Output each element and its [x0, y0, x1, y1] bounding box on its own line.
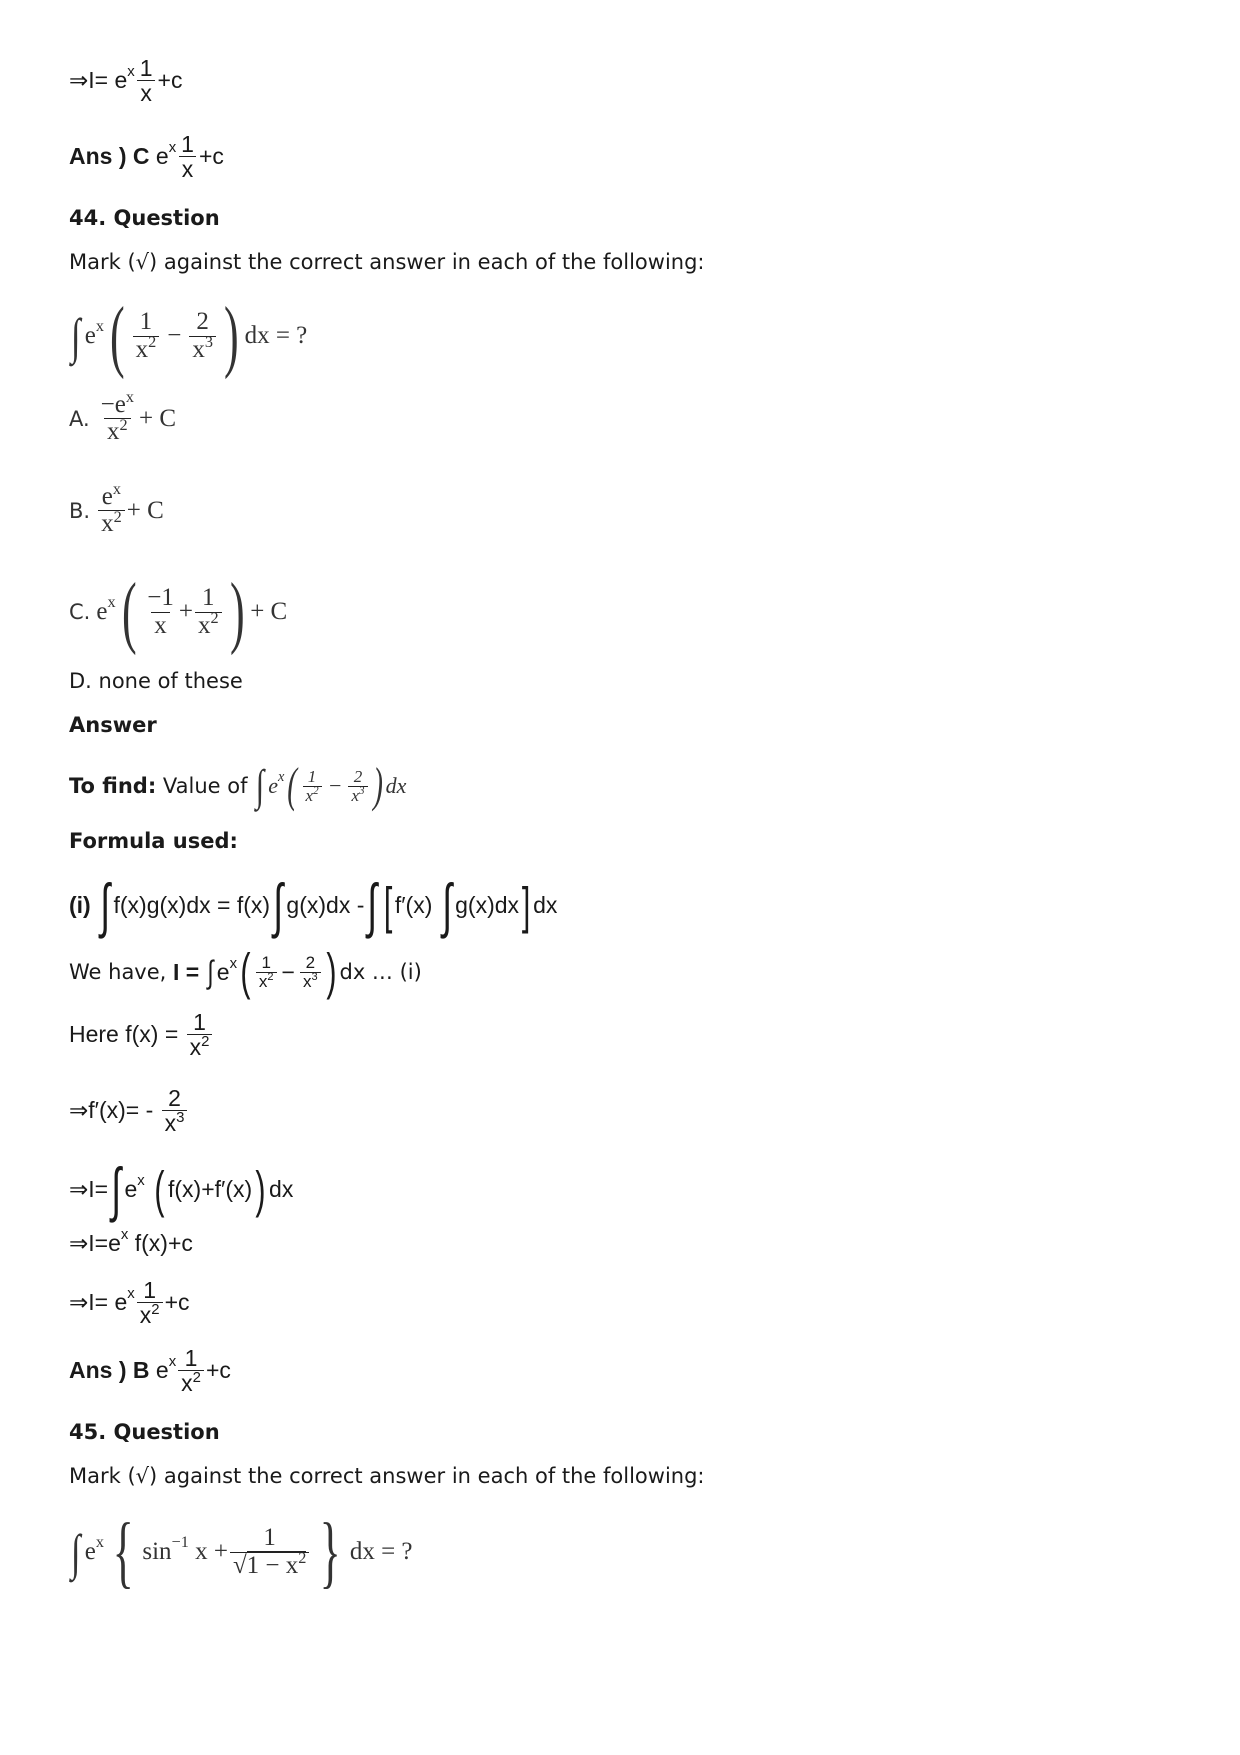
- exponent: x: [168, 1353, 177, 1371]
- we-have-integral: [206, 943, 340, 1000]
- to-find-integral: [254, 759, 407, 812]
- numerator: 1: [263, 1524, 276, 1552]
- numerator: 2: [353, 766, 363, 786]
- denominator-exponent: 2: [201, 1033, 210, 1051]
- left-paren: (: [109, 292, 125, 380]
- fprime-line: [69, 1086, 189, 1135]
- fraction-1: [133, 309, 160, 363]
- fraction-1: [144, 585, 177, 639]
- denominator-exponent: 2: [119, 415, 128, 434]
- denominator: [230, 1548, 309, 1579]
- answer-heading: Answer: [69, 713, 157, 737]
- right-paren: ): [326, 943, 337, 1000]
- to-find-text: Value of: [162, 774, 248, 799]
- exponent: x: [95, 316, 104, 335]
- sin-function: sin: [142, 1538, 172, 1565]
- question-instruction-45: Mark (√) against the correct answer in each of the following:: [69, 1464, 705, 1488]
- denominator-base: x: [302, 971, 312, 991]
- integral-sign: ∫: [71, 308, 81, 364]
- denominator-base: x: [351, 785, 359, 805]
- denominator: [98, 507, 125, 538]
- denominator-base: x: [135, 335, 149, 363]
- integrand: f(x)+f′(x): [168, 1176, 253, 1203]
- numerator: 2: [305, 952, 316, 972]
- fraction: [178, 132, 197, 181]
- formula-label: (i): [69, 892, 91, 919]
- plus-sign: +: [178, 598, 193, 625]
- option-label: C.: [69, 600, 91, 624]
- denominator-base: x: [305, 785, 314, 805]
- numerator: 1: [181, 131, 194, 157]
- denominator: [137, 1302, 163, 1327]
- numerator: 1: [261, 952, 271, 972]
- denominator-exponent: 3: [311, 971, 318, 984]
- fraction-2: [348, 768, 367, 805]
- formula-part-1: f(x)g(x)dx = f(x): [113, 892, 271, 919]
- left-brace: {: [112, 1508, 134, 1596]
- previous-answer-line: [69, 132, 224, 181]
- denominator-exponent: 2: [113, 507, 122, 526]
- denominator-exponent: 2: [267, 971, 274, 984]
- constant: +c: [198, 143, 224, 170]
- option-b[interactable]: [69, 480, 164, 538]
- fraction: [162, 1086, 188, 1135]
- lhs: I =: [173, 958, 200, 985]
- minus-sign: −: [281, 958, 295, 985]
- denominator-base: x: [139, 1302, 152, 1329]
- exp-base: e: [216, 958, 230, 985]
- sqrt-icon: √: [232, 1551, 247, 1579]
- right-paren: ): [372, 759, 383, 812]
- denominator-exponent: 2: [151, 1301, 160, 1319]
- exponent: x: [127, 1285, 135, 1303]
- numerator: 1: [184, 1345, 198, 1371]
- left-paren: (: [154, 1160, 165, 1218]
- denominator: [256, 972, 277, 991]
- left-paren: (: [287, 759, 298, 812]
- numerator: 1: [307, 766, 317, 786]
- constant: +c: [164, 1289, 190, 1316]
- denominator: [300, 972, 321, 991]
- left-bracket: [: [383, 876, 393, 934]
- denominator: [303, 786, 322, 805]
- numerator: 1: [202, 584, 215, 612]
- denominator: [187, 1034, 213, 1059]
- denominator-base: x: [101, 510, 114, 538]
- fraction: [187, 1010, 213, 1059]
- step-integral-line: [69, 1156, 294, 1223]
- inverse-exponent: −1: [171, 1532, 189, 1551]
- denominator: [178, 1370, 204, 1395]
- option-label: B.: [69, 498, 91, 523]
- numerator: 1: [139, 308, 153, 336]
- integral-sign: ∫: [256, 761, 265, 811]
- lhs: ⇒I= e: [69, 1289, 128, 1316]
- exp-base: e: [84, 322, 96, 349]
- previous-result-line: [69, 56, 182, 105]
- denominator-base: x: [258, 971, 268, 991]
- denominator-exponent: 2: [210, 608, 219, 627]
- formula-used-heading: Formula used:: [69, 829, 238, 853]
- right-paren: ): [223, 292, 239, 380]
- fraction: [98, 388, 137, 446]
- exponent: x: [120, 1226, 129, 1244]
- denominator-exponent: 3: [176, 1109, 185, 1127]
- numerator-exponent: x: [125, 388, 134, 407]
- denominator: x: [137, 80, 155, 105]
- denominator-exponent: 2: [148, 332, 157, 351]
- constant: + C: [139, 404, 177, 432]
- fraction: [137, 1278, 163, 1327]
- fraction-1: [256, 954, 277, 991]
- minus-sign: −: [167, 322, 182, 349]
- integral-sign-4: ∫: [442, 872, 452, 939]
- radicand-exponent: 2: [298, 1548, 307, 1567]
- denominator-exponent: 2: [313, 785, 319, 798]
- exponent: x: [278, 769, 285, 786]
- denominator-base: x: [189, 1034, 202, 1061]
- integral-sign: ∫: [111, 1156, 122, 1223]
- result-text: ⇒I= e: [69, 67, 128, 94]
- we-have-tail: dx … (i): [339, 960, 422, 985]
- denominator-base: x: [197, 611, 211, 639]
- tail: f(x)+c: [134, 1230, 193, 1256]
- dx: dx: [269, 1176, 294, 1203]
- fraction: [137, 56, 156, 105]
- integral-sign-3: ∫: [367, 872, 378, 939]
- option-c[interactable]: [69, 568, 288, 656]
- numerator: −1: [147, 584, 174, 612]
- denominator-base: x: [164, 1110, 177, 1137]
- left-paren: (: [121, 568, 137, 656]
- formula-part-3: f′(x): [394, 892, 433, 919]
- minus-sign: −: [327, 773, 343, 799]
- to-find-label: To find:: [69, 774, 157, 799]
- integral-sign: ∫: [100, 872, 111, 939]
- fraction-1: [303, 768, 322, 805]
- exp-base: e: [96, 598, 108, 625]
- question-integral-44: [69, 292, 308, 380]
- numerator: 1: [139, 55, 153, 81]
- dx: dx: [385, 773, 407, 799]
- numerator: [99, 480, 124, 510]
- we-have-label: We have,: [69, 960, 167, 985]
- integral-tail: dx = ?: [244, 322, 308, 349]
- dx: dx: [533, 892, 558, 919]
- numerator: 2: [196, 308, 209, 336]
- integral-sign: ∫: [71, 1524, 81, 1580]
- we-have-line: [69, 943, 422, 1000]
- fprime-lhs: ⇒f′(x)= -: [69, 1097, 154, 1124]
- constant: +c: [205, 1357, 231, 1384]
- denominator: [133, 332, 160, 363]
- question-heading-45: 45. Question: [69, 1420, 220, 1444]
- step-result-line: [69, 1226, 193, 1257]
- exponent: x: [229, 954, 238, 972]
- right-bracket: ]: [521, 876, 531, 934]
- fraction: [230, 1525, 309, 1579]
- question-instruction-44: Mark (√) against the correct answer in each of the following:: [69, 250, 705, 274]
- exp-base: e: [155, 143, 169, 170]
- right-paren: ): [229, 568, 245, 656]
- formula-part-4: g(x)dx: [455, 892, 520, 919]
- exponent: x: [168, 139, 177, 157]
- denominator: x: [151, 612, 170, 639]
- option-label: A.: [69, 406, 90, 431]
- question-integral-45: [69, 1508, 413, 1596]
- radicand-base: 1 − x: [246, 1551, 299, 1579]
- numerator: 2: [168, 1085, 181, 1111]
- denominator-base: x: [107, 418, 120, 446]
- exp-base: e: [268, 773, 279, 799]
- numerator-base: −e: [100, 391, 126, 418]
- integral-sign: ∫: [207, 954, 214, 991]
- integral-tail: dx = ?: [349, 1538, 413, 1565]
- denominator: [162, 1110, 188, 1135]
- exponent: x: [107, 592, 116, 611]
- here-f-label: Here f(x) =: [69, 1021, 179, 1048]
- exponent: x: [127, 63, 135, 81]
- question-heading-44: 44. Question: [69, 206, 220, 230]
- numerator-base: e: [101, 483, 113, 510]
- constant: + C: [250, 598, 288, 625]
- exponent: x: [137, 1172, 145, 1190]
- fraction: [98, 480, 125, 538]
- denominator-exponent: 3: [204, 332, 213, 351]
- numerator: 1: [193, 1009, 206, 1035]
- sin-argument: x +: [195, 1538, 228, 1565]
- step-final-line: [69, 1278, 190, 1327]
- numerator: 1: [143, 1277, 157, 1303]
- denominator: [104, 415, 131, 446]
- answer-label: Ans ) C: [69, 143, 150, 170]
- denominator: [195, 608, 222, 639]
- numerator: [98, 388, 137, 418]
- denominator: [348, 786, 367, 805]
- denominator-exponent: 2: [192, 1369, 201, 1387]
- right-paren: ): [255, 1160, 266, 1218]
- exp-base: e: [84, 1538, 96, 1565]
- constant: +c: [157, 67, 183, 94]
- numerator-exponent: x: [112, 480, 122, 499]
- answer-line-44: [69, 1346, 231, 1395]
- fraction-2: [195, 585, 222, 639]
- left-paren: (: [240, 943, 251, 1000]
- radicand: [246, 1548, 307, 1579]
- option-a[interactable]: [69, 388, 177, 446]
- denominator: [189, 332, 216, 363]
- fraction-2: [300, 954, 321, 991]
- denominator-base: x: [181, 1370, 193, 1397]
- to-find-line: [69, 759, 407, 812]
- denominator-base: x: [192, 335, 205, 363]
- denominator: x: [179, 156, 197, 181]
- exp-base: e: [155, 1357, 169, 1384]
- exp-base: e: [124, 1176, 138, 1203]
- lhs: ⇒I=: [69, 1176, 109, 1203]
- fraction-2: [189, 309, 216, 363]
- constant: + C: [126, 496, 164, 524]
- option-d[interactable]: D. none of these: [69, 669, 243, 693]
- fraction: [178, 1346, 204, 1395]
- formula-part-2: g(x)dx -: [286, 892, 365, 919]
- lhs: ⇒I=e: [69, 1230, 121, 1256]
- here-f-line: [69, 1010, 214, 1059]
- answer-label: Ans ) B: [69, 1357, 150, 1384]
- denominator-exponent: 3: [359, 785, 365, 798]
- exponent: x: [95, 1532, 104, 1551]
- integral-sign-2: ∫: [273, 872, 284, 939]
- right-brace: }: [320, 1508, 342, 1596]
- formula-i: [69, 872, 558, 939]
